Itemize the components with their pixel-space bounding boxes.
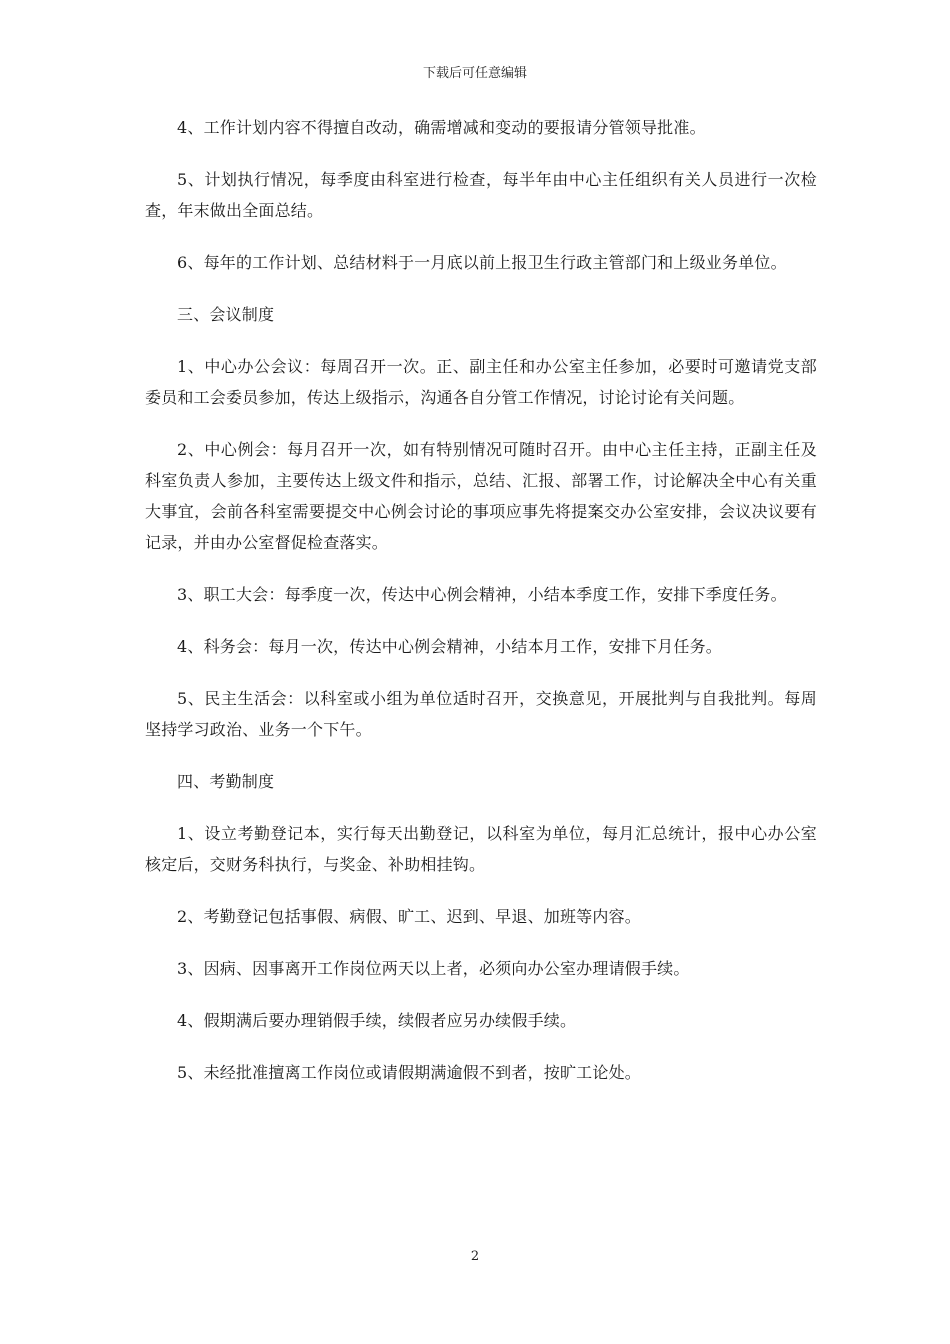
section-heading-meeting-system: 三、会议制度 bbox=[177, 305, 275, 324]
paragraph-attendance-item-4: 4、假期满后要办理销假手续，续假者应另办续假手续。 bbox=[177, 1011, 577, 1030]
paragraph-meeting-item-3: 3、职工大会：每季度一次，传达中心例会精神，小结本季度工作，安排下季度任务。 bbox=[177, 585, 787, 604]
paragraph-plan-item-5: 5、计划执行情况，每季度由科室进行检查，每半年由中心主任组织有关人员进行一次检查，年末做出全面总结。 bbox=[145, 170, 817, 220]
paragraph-attendance-item-1: 1、设立考勤登记本，实行每天出勤登记，以科室为单位，每月汇总统计，报中心办公室核定后，交财务科执行，与奖金、补助相挂钩。 bbox=[145, 824, 817, 874]
paragraph-plan-item-6: 6、每年的工作计划、总结材料于一月底以前上报卫生行政主管部门和上级业务单位。 bbox=[177, 253, 787, 272]
paragraph-attendance-item-3: 3、因病、因事离开工作岗位两天以上者，必须向办公室办理请假手续。 bbox=[177, 959, 690, 978]
page-header: 下载后可任意编辑 bbox=[422, 66, 527, 81]
paragraph-meeting-item-4: 4、科务会：每月一次，传达中心例会精神，小结本月工作，安排下月任务。 bbox=[177, 637, 722, 656]
document-body bbox=[145, 112, 817, 1109]
page-number: 2 bbox=[470, 1249, 480, 1264]
paragraph-meeting-item-2: 2、中心例会：每月召开一次，如有特别情况可随时召开。由中心主任主持，正副主任及科室负责人参加，主要传达上级文件和指示，总结、汇报、部署工作，讨论解决全中心有关重大事宜，会前各科室需要提交中心例会讨论的事项应事先将提案交办公室安排，会议决议要有记录，并由办公室督促检查落实。 bbox=[145, 440, 817, 552]
paragraph-plan-item-4: 4、工作计划内容不得擅自改动，确需增减和变动的要报请分管领导批准。 bbox=[177, 118, 706, 137]
section-heading-attendance-system: 四、考勤制度 bbox=[177, 772, 275, 791]
paragraph-meeting-item-1: 1、中心办公会议：每周召开一次。正、副主任和办公室主任参加，必要时可邀请党支部委员和工会委员参加，传达上级指示，沟通各自分管工作情况，讨论讨论有关问题。 bbox=[145, 357, 817, 407]
paragraph-attendance-item-2: 2、考勤登记包括事假、病假、旷工、迟到、早退、加班等内容。 bbox=[177, 907, 641, 926]
paragraph-attendance-item-5: 5、未经批准擅离工作岗位或请假期满逾假不到者，按旷工论处。 bbox=[177, 1063, 641, 1082]
paragraph-meeting-item-5: 5、民主生活会：以科室或小组为单位适时召开，交换意见，开展批判与自我批判。每周坚持学习政治、业务一个下午。 bbox=[145, 689, 817, 739]
